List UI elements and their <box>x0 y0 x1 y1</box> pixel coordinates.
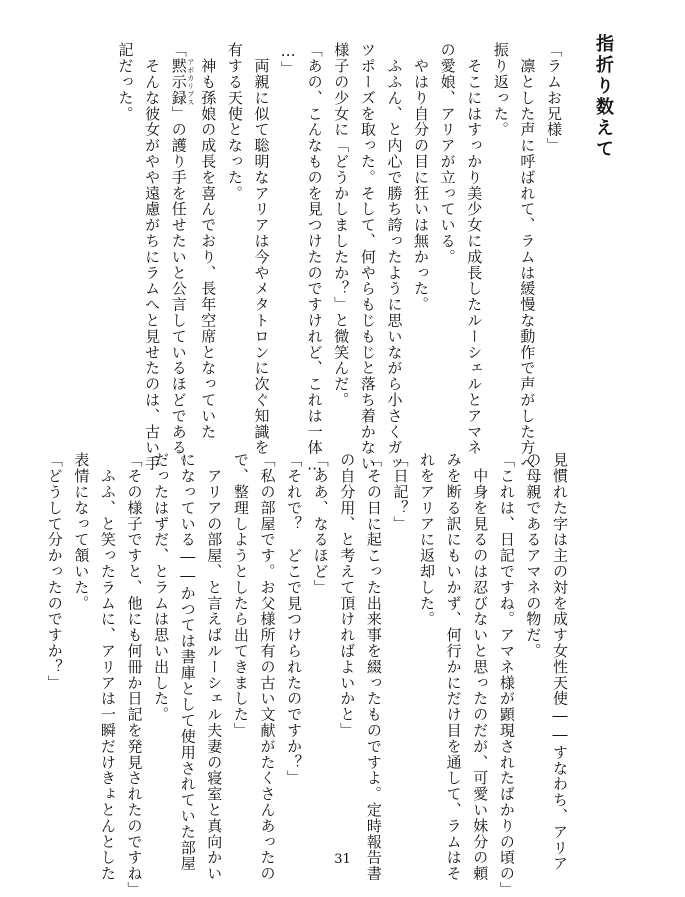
text-line: 中身を見るのは忍びないと思ったのだが、可愛い妹分の頼 <box>471 452 490 882</box>
text-line: …」 <box>279 42 298 77</box>
text-line: 様子の少女に「どうかしましたか？」と微笑んだ。 <box>332 42 351 408</box>
text-line: で、整理しようとしたら出てきました」 <box>231 452 250 739</box>
text-line: 神も孫娘の成長を喜んでおり、長年空席となっていた <box>199 42 218 440</box>
chapter-title: 指折り数えて <box>593 34 614 160</box>
ruby-annotation <box>169 57 195 106</box>
text-line: 「日記？」 <box>391 452 410 532</box>
text-line: やはり自分の目に狂いは無かった。 <box>412 42 431 313</box>
text-line: だったはずだ、とラムは思い出した。 <box>152 452 171 723</box>
ruby-reading: アポカリプス <box>186 57 195 106</box>
text-line: れをアリアに返却した。 <box>418 452 437 627</box>
text-line: アリアの部屋、と言えばルーシェル夫妻の寝室と真向かい <box>205 452 224 882</box>
text-line: 凛とした声に呼ばれて、ラムは緩慢な動作で声がした方へ <box>518 42 537 472</box>
text-line: ツポーズを取った。そして、何やらもじもじと落ち着かない <box>358 42 377 472</box>
text-line: 「それで？ どこで見つけられたのですか？」 <box>285 452 304 786</box>
text-line: の母親であるアマネの物だ。 <box>524 452 543 659</box>
text-line-with-ruby <box>165 42 195 472</box>
text-line: 見慣れた字は主の対を成す女性天使――すなわち、アリア <box>551 452 569 872</box>
text-line: ふふん、と内心で勝ち誇ったように思いながら小さくガッ <box>385 42 404 472</box>
text-line: 「その日に起こった出来事を綴ったものですよ。定時報告書 <box>364 452 383 882</box>
text-line: 記だった。 <box>116 42 135 122</box>
text-line: 「ああ、なるほど」 <box>311 452 330 596</box>
text-line: そんな彼女がやや遠慮がちにラムへと見せたのは、古い手 <box>143 42 162 472</box>
text-line: 両親に似て聡明なアリアは今やメタトロンに次ぐ知識を <box>252 42 271 456</box>
upper-text-column <box>112 42 567 475</box>
text-line: 「これは、日記ですね。アマネ様が顕現されたばかりの頃の」 <box>497 452 516 897</box>
text-line: そこにはすっかり美少女に成長したルーシェルとアマネ <box>465 42 484 456</box>
text-line: みを断る訳にもいかず、何行かにだけ目を通して、ラムはそ <box>444 452 463 882</box>
text-line: 表情になって頷いた。 <box>72 452 91 611</box>
text-line: 振り返った。 <box>491 42 510 138</box>
ruby-open: 「 <box>169 42 188 58</box>
page-number: 31 <box>334 852 351 867</box>
text-line: 「その様子ですと、他にも何冊か日記を発見されたのですね」 <box>125 452 144 897</box>
text-line: 「どうして分かったのですか？」 <box>45 452 64 691</box>
ruby-rest: 」の護り手を任せたいと公言しているほどである。 <box>169 105 188 472</box>
text-line: ふふ、と笑ったラムに、アリアは一瞬だけきょとんとした <box>98 452 117 882</box>
text-line: の自分用、と考えて頂ければよいかと」 <box>338 452 357 739</box>
ruby-base: 黙示録 <box>169 57 188 106</box>
text-line: 「私の部屋です。お父様所有の古い文献がたくさんあったの <box>258 452 277 882</box>
text-line: 「あの、こんなものを見つけたのですけれど、これは一体… <box>305 42 324 475</box>
text-line: になっている――かつては書庫として使用されていた部屋 <box>178 452 197 872</box>
text-line: 「ラムお兄様」 <box>545 42 563 154</box>
text-line: 有する天使となった。 <box>225 42 244 201</box>
text-line: の愛娘、アリアが立っている。 <box>438 42 457 265</box>
